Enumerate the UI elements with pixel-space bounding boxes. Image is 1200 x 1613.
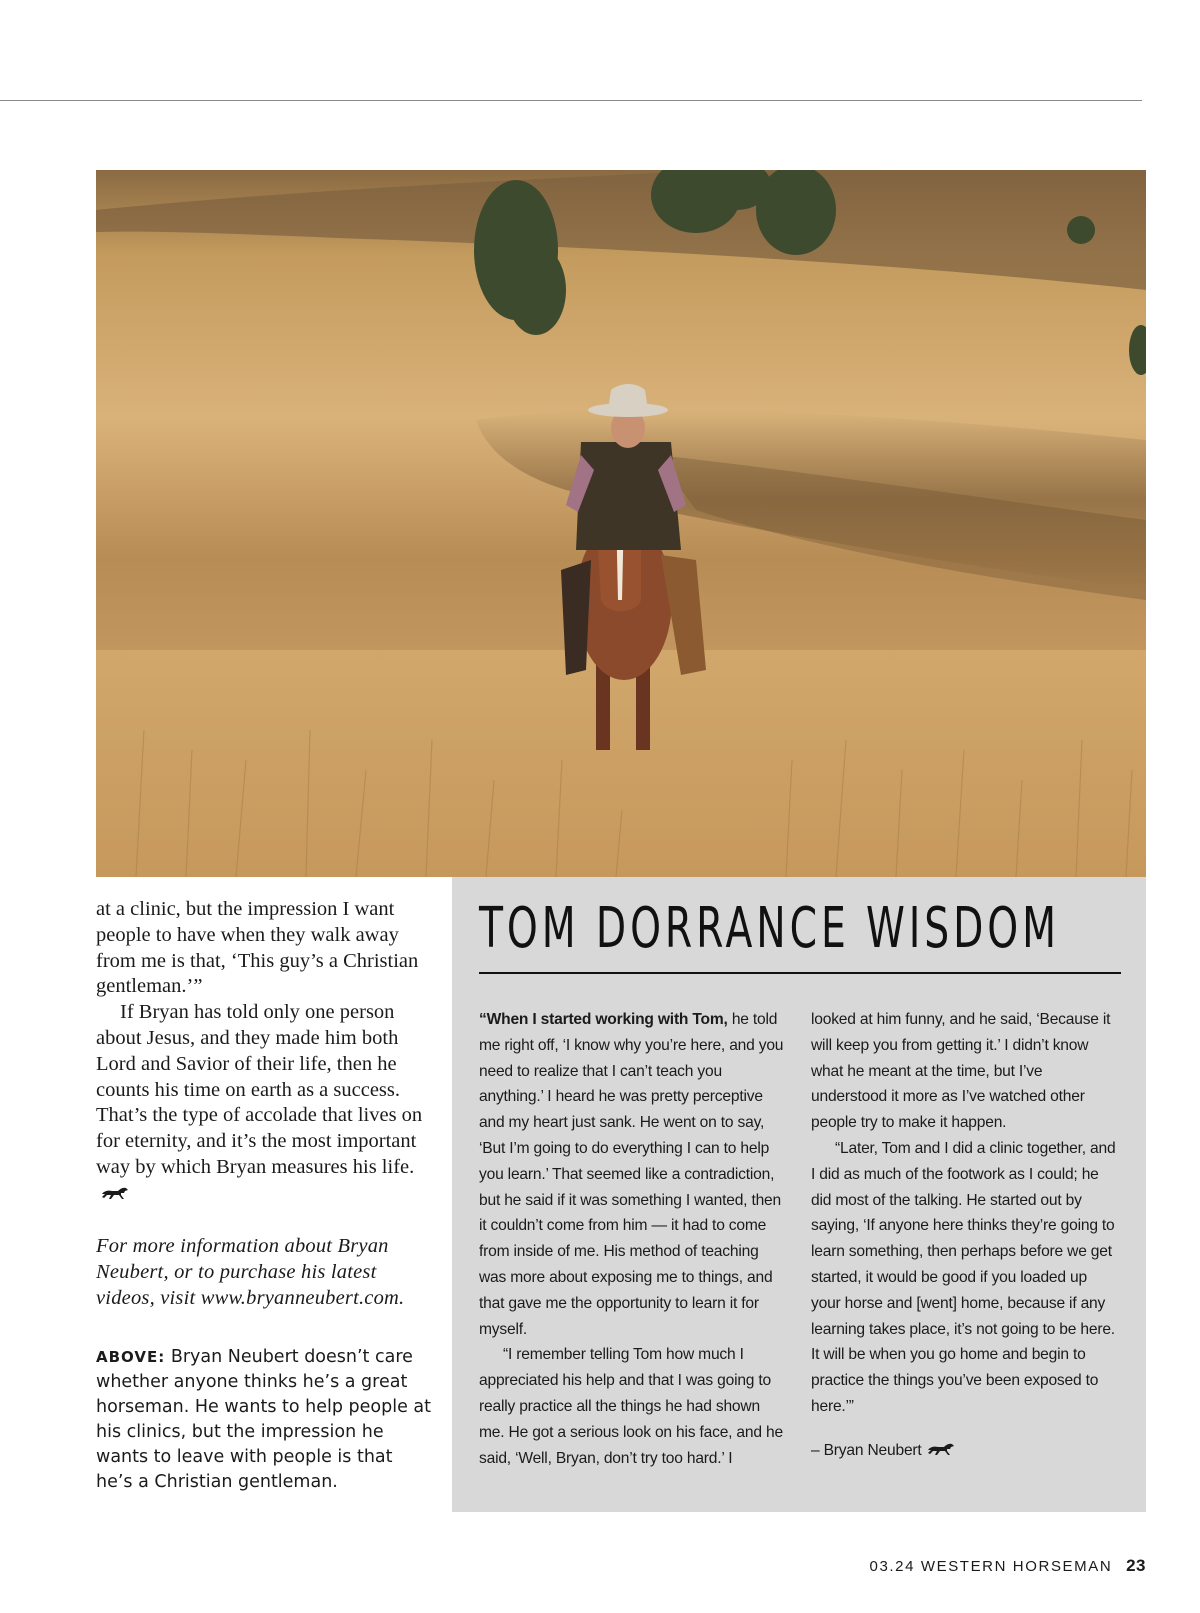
sidebar-paragraph: “I remember telling Tom how much I appreciated his help and that I was going to really practice all the things he had shown me. He got a serious look on his face, and he said, ‘Well, Bryan, don’t try too hard.’ I bbox=[479, 1346, 783, 1467]
magazine-name: WESTERN HORSEMAN bbox=[920, 1558, 1113, 1575]
page-number: 23 bbox=[1126, 1556, 1146, 1575]
sidebar-box bbox=[452, 877, 1146, 1512]
running-horse-icon bbox=[100, 1185, 130, 1201]
sidebar-attribution bbox=[811, 1438, 1116, 1464]
issue-date: 03.24 bbox=[869, 1558, 916, 1575]
photo-caption bbox=[96, 1345, 432, 1495]
running-horse-icon bbox=[926, 1441, 956, 1457]
article-body bbox=[96, 897, 432, 1207]
article-continuation-column bbox=[96, 897, 432, 1512]
sidebar-paragraph: “Later, Tom and I did a clinic together, and I did as much of the footwork as I could; he did most of the talking. He started out by saying, ‘If anyone here thinks they’re going to learn something, then perhaps before we get started, it would be good if you loaded up your horse and [went] home, because if any learning takes place, it’s not going to be here. It will be when you go home and begin to practice the things you’ve been exposed to here.’” bbox=[811, 1139, 1116, 1415]
sidebar-paragraph: looked at him funny, and he said, ‘Because it will keep you from getting it.’ I didn’t know what he meant at the time, but I’ve understood it more as I’ve watched other people try to make it happen. bbox=[811, 1011, 1111, 1132]
attribution-text: – Bryan Neubert bbox=[811, 1441, 922, 1459]
sidebar-title: TOM DORRANCE WISDOM bbox=[479, 896, 1060, 961]
sidebar-title-rule bbox=[479, 972, 1121, 974]
sidebar-text: he told me right off, ‘I know why you’re here, and you need to realize that I can’t teach you anything.’ I heard he was pretty perceptive and my heart just sank. He went on to say, ‘But I’m going to do everything I can to help you learn.’ That seemed like a contradiction, but he said if it was something I wanted, then it couldn’t come from him — it had to come from inside of me. His method of teaching was more about exposing me to things, and that gave me the opportunity to learn it for myself. bbox=[479, 1011, 784, 1338]
sidebar-column-right bbox=[811, 1007, 1116, 1464]
article-paragraph-closing bbox=[96, 1000, 432, 1206]
sidebar-paragraph bbox=[479, 1007, 784, 1342]
caption-label: ABOVE: bbox=[96, 1347, 166, 1366]
article-paragraph: at a clinic, but the impression I want people to have when they walk away from me is that, ‘This guy’s a Christian gentleman.’” bbox=[96, 898, 419, 998]
feature-photo bbox=[96, 170, 1146, 877]
caption-text: Bryan Neubert doesn’t care whether anyone thinks he’s a great horseman. He wants to help people at his clinics, but the impression he wants to leave with people is that he’s a Christian gentleman. bbox=[96, 1346, 432, 1492]
article-paragraph-text: If Bryan has told only one person about Jesus, and they made him both Lord and Savior of their life, then he counts his time on earth as a success. That’s the type of accolade that lives on for eternity, and it’s the most important way by which Bryan measures his life. bbox=[96, 1001, 423, 1178]
sidebar-column-left bbox=[479, 1007, 784, 1471]
page-folio bbox=[870, 1556, 1146, 1576]
sidebar-lead-in: “When I started working with Tom, bbox=[479, 1011, 728, 1028]
more-information-note: For more information about Bryan Neubert, or to purchase his latest videos, visit www.bryanneubert.com. bbox=[96, 1234, 405, 1309]
header-rule bbox=[0, 100, 1142, 101]
